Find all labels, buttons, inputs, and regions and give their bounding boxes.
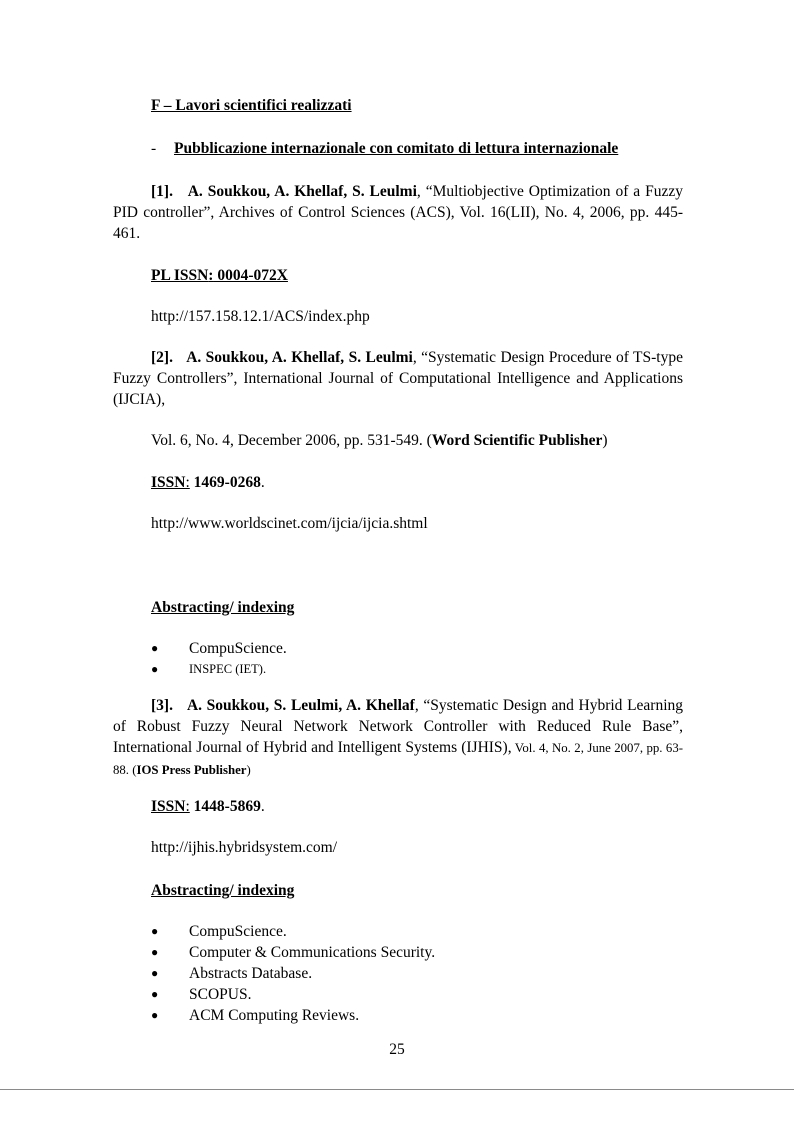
bullet-icon: ● (151, 924, 159, 938)
pub-2-issn-sep: : (185, 474, 190, 491)
bullet-icon: ● (151, 945, 159, 959)
list-item: ● Computer & Communications Security. (151, 944, 436, 961)
pub-2-volume-end: ) (602, 432, 608, 449)
pub-2-authors: A. Soukkou, A. Khellaf, S. Leulmi (186, 349, 413, 366)
pub-3-abstract-title: Abstracting/ indexing (151, 882, 295, 899)
list-item: ● Abstracts Database. (151, 965, 313, 982)
pub-3-url[interactable]: http://ijhis.hybridsystem.com/ (151, 839, 337, 856)
bullet-icon: ● (151, 641, 159, 655)
list-item: ● SCOPUS. (151, 986, 252, 1003)
page-number: 25 (389, 1041, 405, 1058)
pub-3-issn (151, 796, 683, 817)
pub-1-authors: A. Soukkou, A. Khellaf, S. Leulmi (187, 183, 417, 200)
pub-3-citation (113, 695, 683, 781)
pub-2-issn-value: 1469-0268 (189, 474, 261, 491)
list-item: ● INSPEC (IET). (151, 659, 651, 680)
pub-1-url[interactable]: http://157.158.12.1/ACS/index.php (151, 308, 370, 325)
pub-2-issn-end: . (260, 474, 265, 491)
section-subtitle: Pubblicazione internazionale con comitato di lettura internazionale (174, 140, 619, 157)
list-item: ● CompuScience. (151, 923, 287, 940)
pub-3-number: [3]. (151, 697, 173, 714)
bullet-icon: ● (151, 1008, 159, 1022)
pub-1-issn-value: 0004-072X (213, 267, 288, 284)
pub-2-issn-label: ISSN (151, 474, 186, 491)
pub-2-url[interactable]: http://www.worldscinet.com/ijcia/ijcia.shtml (151, 515, 428, 532)
pub-1-issn-label: PL ISSN (151, 267, 209, 284)
pub-2-indexing-list (151, 638, 651, 680)
bullet-icon: ● (151, 662, 159, 676)
list-item: ● CompuScience. (151, 640, 287, 657)
pub-3-issn-sep: : (185, 798, 190, 815)
subtitle-dash: - (151, 140, 157, 157)
pub-2-number: [2]. (151, 349, 173, 366)
pub-3-text-end: ) (246, 763, 251, 777)
pub-3-issn-label: ISSN (151, 798, 186, 815)
list-item: ● ACM Computing Reviews. (151, 1007, 360, 1024)
pub-3-authors: A. Soukkou, S. Leulmi, A. Khellaf (186, 697, 415, 714)
bullet-icon: ● (151, 987, 159, 1001)
pub-1-text: , “Multiobjective Optimization of a Fuzzy PID controller”, Archives of Control Sciences (ACS), Vol. 16(LII), No. 4, 2006, pp. 445-461. (113, 183, 683, 242)
pub-2-issn (151, 472, 683, 493)
section-title: F – Lavori scientifici realizzati (151, 97, 352, 114)
pub-3-text-small: Vol. 4, No. 2, June 2007, pp. 63-88. ( (113, 741, 683, 777)
bullet-icon: ● (151, 966, 159, 980)
page-divider (0, 1089, 794, 1090)
pub-1-issn (151, 265, 683, 286)
pub-1-number: [1]. (151, 183, 173, 200)
pub-2-volume (151, 430, 683, 451)
pub-1-citation (113, 181, 683, 244)
pub-2-abstract-title: Abstracting/ indexing (151, 599, 295, 616)
pub-2-volume-text: Vol. 6, No. 4, December 2006, pp. 531-549. ( (151, 432, 432, 449)
pub-2-text: , “Systematic Design Procedure of TS-type Fuzzy Controllers”, International Journal of Computational Intelligence and Applications (IJCIA), (113, 349, 683, 408)
pub-3-publisher: IOS Press Publisher (136, 763, 247, 777)
pub-3-issn-end: . (260, 798, 265, 815)
pub-2-publisher: Word Scientific Publisher (431, 432, 603, 449)
section-subtitle-line (151, 138, 683, 159)
pub-2-citation (113, 347, 683, 410)
pub-3-indexing-list (151, 921, 651, 1026)
pub-3-text: , “Systematic Design and Hybrid Learning of Robust Fuzzy Neural Network Network Controller with Reduced Rule Base”, International Journal of Hybrid and Intelligent Systems (IJHIS), (113, 697, 684, 756)
pub-3-issn-value: 1448-5869 (189, 798, 261, 815)
pub-1-issn-sep: : (208, 267, 214, 284)
